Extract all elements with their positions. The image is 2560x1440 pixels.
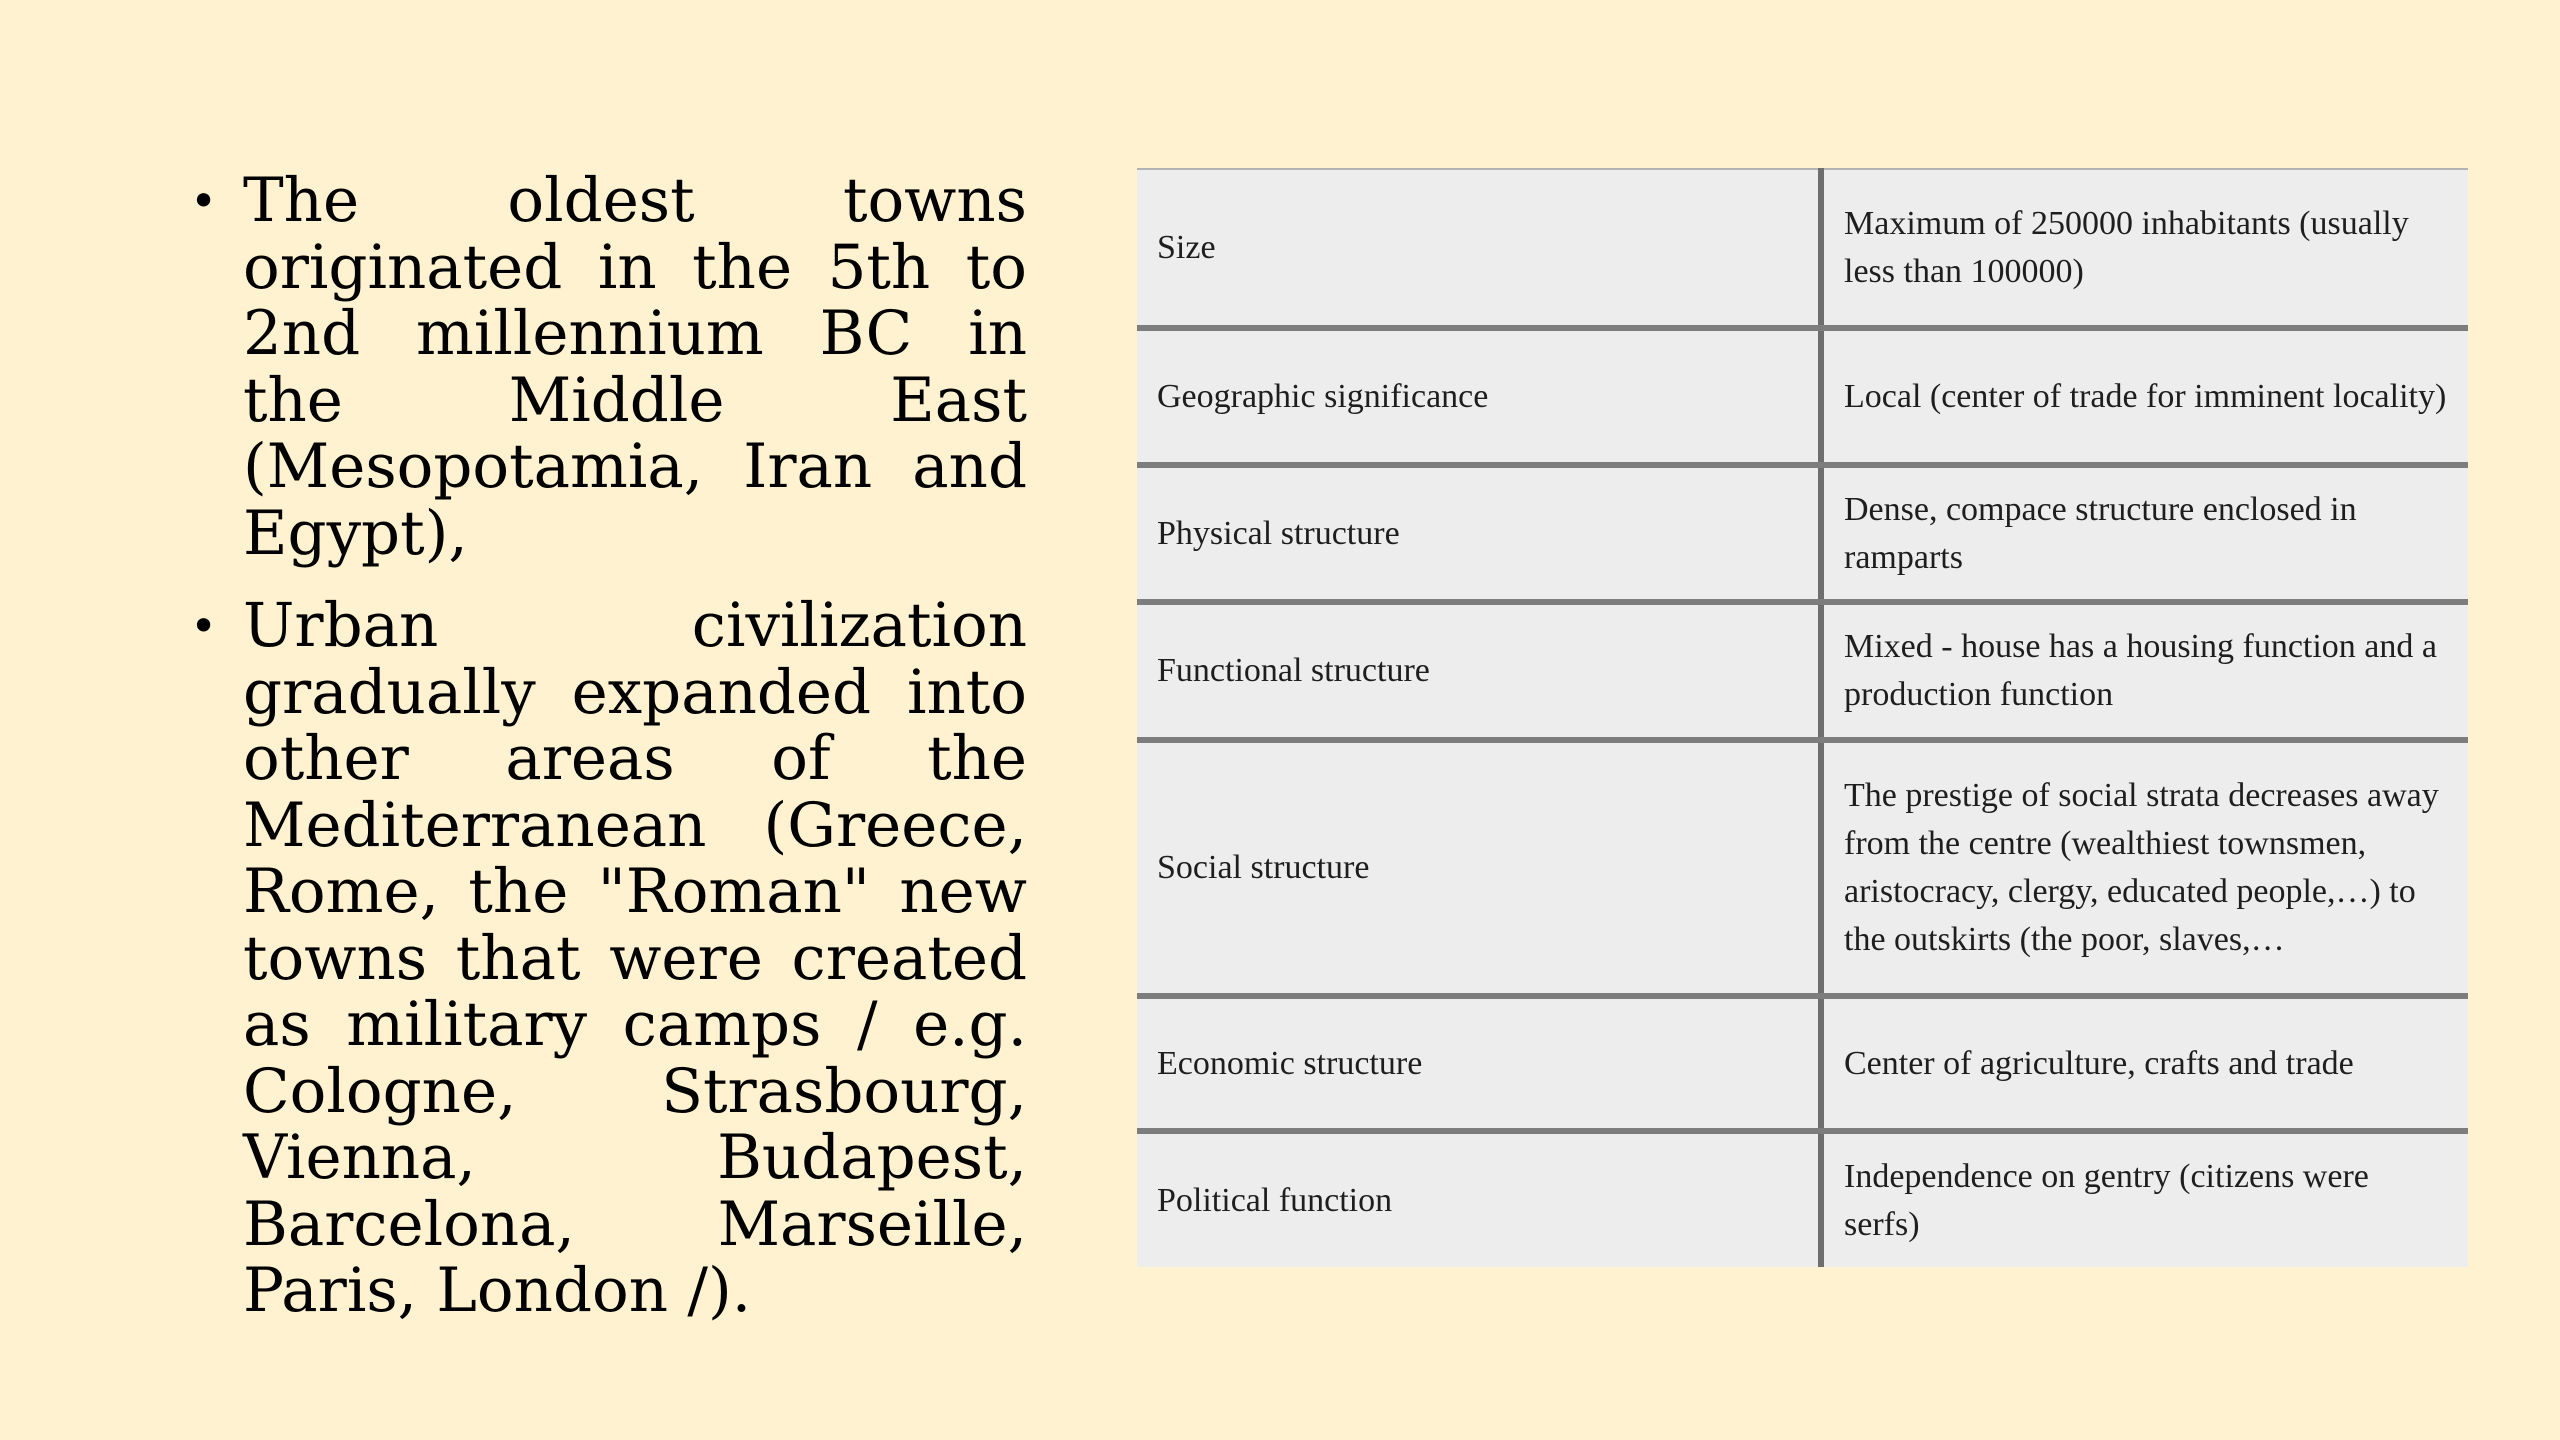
row-value: Maximum of 250000 inhabitants (usually less than 100000) <box>1821 169 2468 328</box>
row-label: Physical structure <box>1137 465 1821 602</box>
characteristics-table <box>1137 168 2468 1267</box>
row-label: Social structure <box>1137 740 1821 996</box>
bullet-item <box>190 165 1027 569</box>
row-label: Size <box>1137 169 1821 328</box>
bullet-list <box>190 165 1027 1351</box>
table-row <box>1137 602 2468 740</box>
table-row <box>1137 465 2468 602</box>
row-label: Economic structure <box>1137 996 1821 1131</box>
bullet-text: The oldest towns originated in the 5th to 2nd millennium BC in the Middle East (Mesopotamia, Iran and Egypt), <box>243 165 1027 569</box>
row-value: Center of agriculture, crafts and trade <box>1821 996 2468 1131</box>
bullet-marker: • <box>190 174 218 228</box>
row-label: Functional structure <box>1137 602 1821 740</box>
row-value: Local (center of trade for imminent locality) <box>1821 328 2468 465</box>
row-value: The prestige of social strata decreases away from the centre (wealthiest townsmen, aristocracy, clergy, educated people,…) to the outskirts (the poor, slaves,… <box>1821 740 2468 996</box>
bullet-text: Urban civilization gradually expanded into other areas of the Mediterranean (Greece, Rome, the "Roman" new towns that were created as military camps / e.g. Cologne, Strasbourg, Vienna, Budapest, Barcelona, Marseille, Paris, London /). <box>243 590 1027 1326</box>
row-label: Geographic significance <box>1137 328 1821 465</box>
bullet-item <box>190 590 1027 1326</box>
table-row <box>1137 328 2468 465</box>
bullet-marker: • <box>190 599 218 653</box>
table-row <box>1137 740 2468 996</box>
row-value: Independence on gentry (citizens were serfs) <box>1821 1131 2468 1267</box>
table-row <box>1137 169 2468 328</box>
table-row <box>1137 1131 2468 1267</box>
row-value: Mixed - house has a housing function and a production function <box>1821 602 2468 740</box>
city-characteristics-table-image <box>1137 168 2468 1266</box>
row-label: Political function <box>1137 1131 1821 1267</box>
row-value: Dense, compace structure enclosed in ramparts <box>1821 465 2468 602</box>
table-row <box>1137 996 2468 1131</box>
